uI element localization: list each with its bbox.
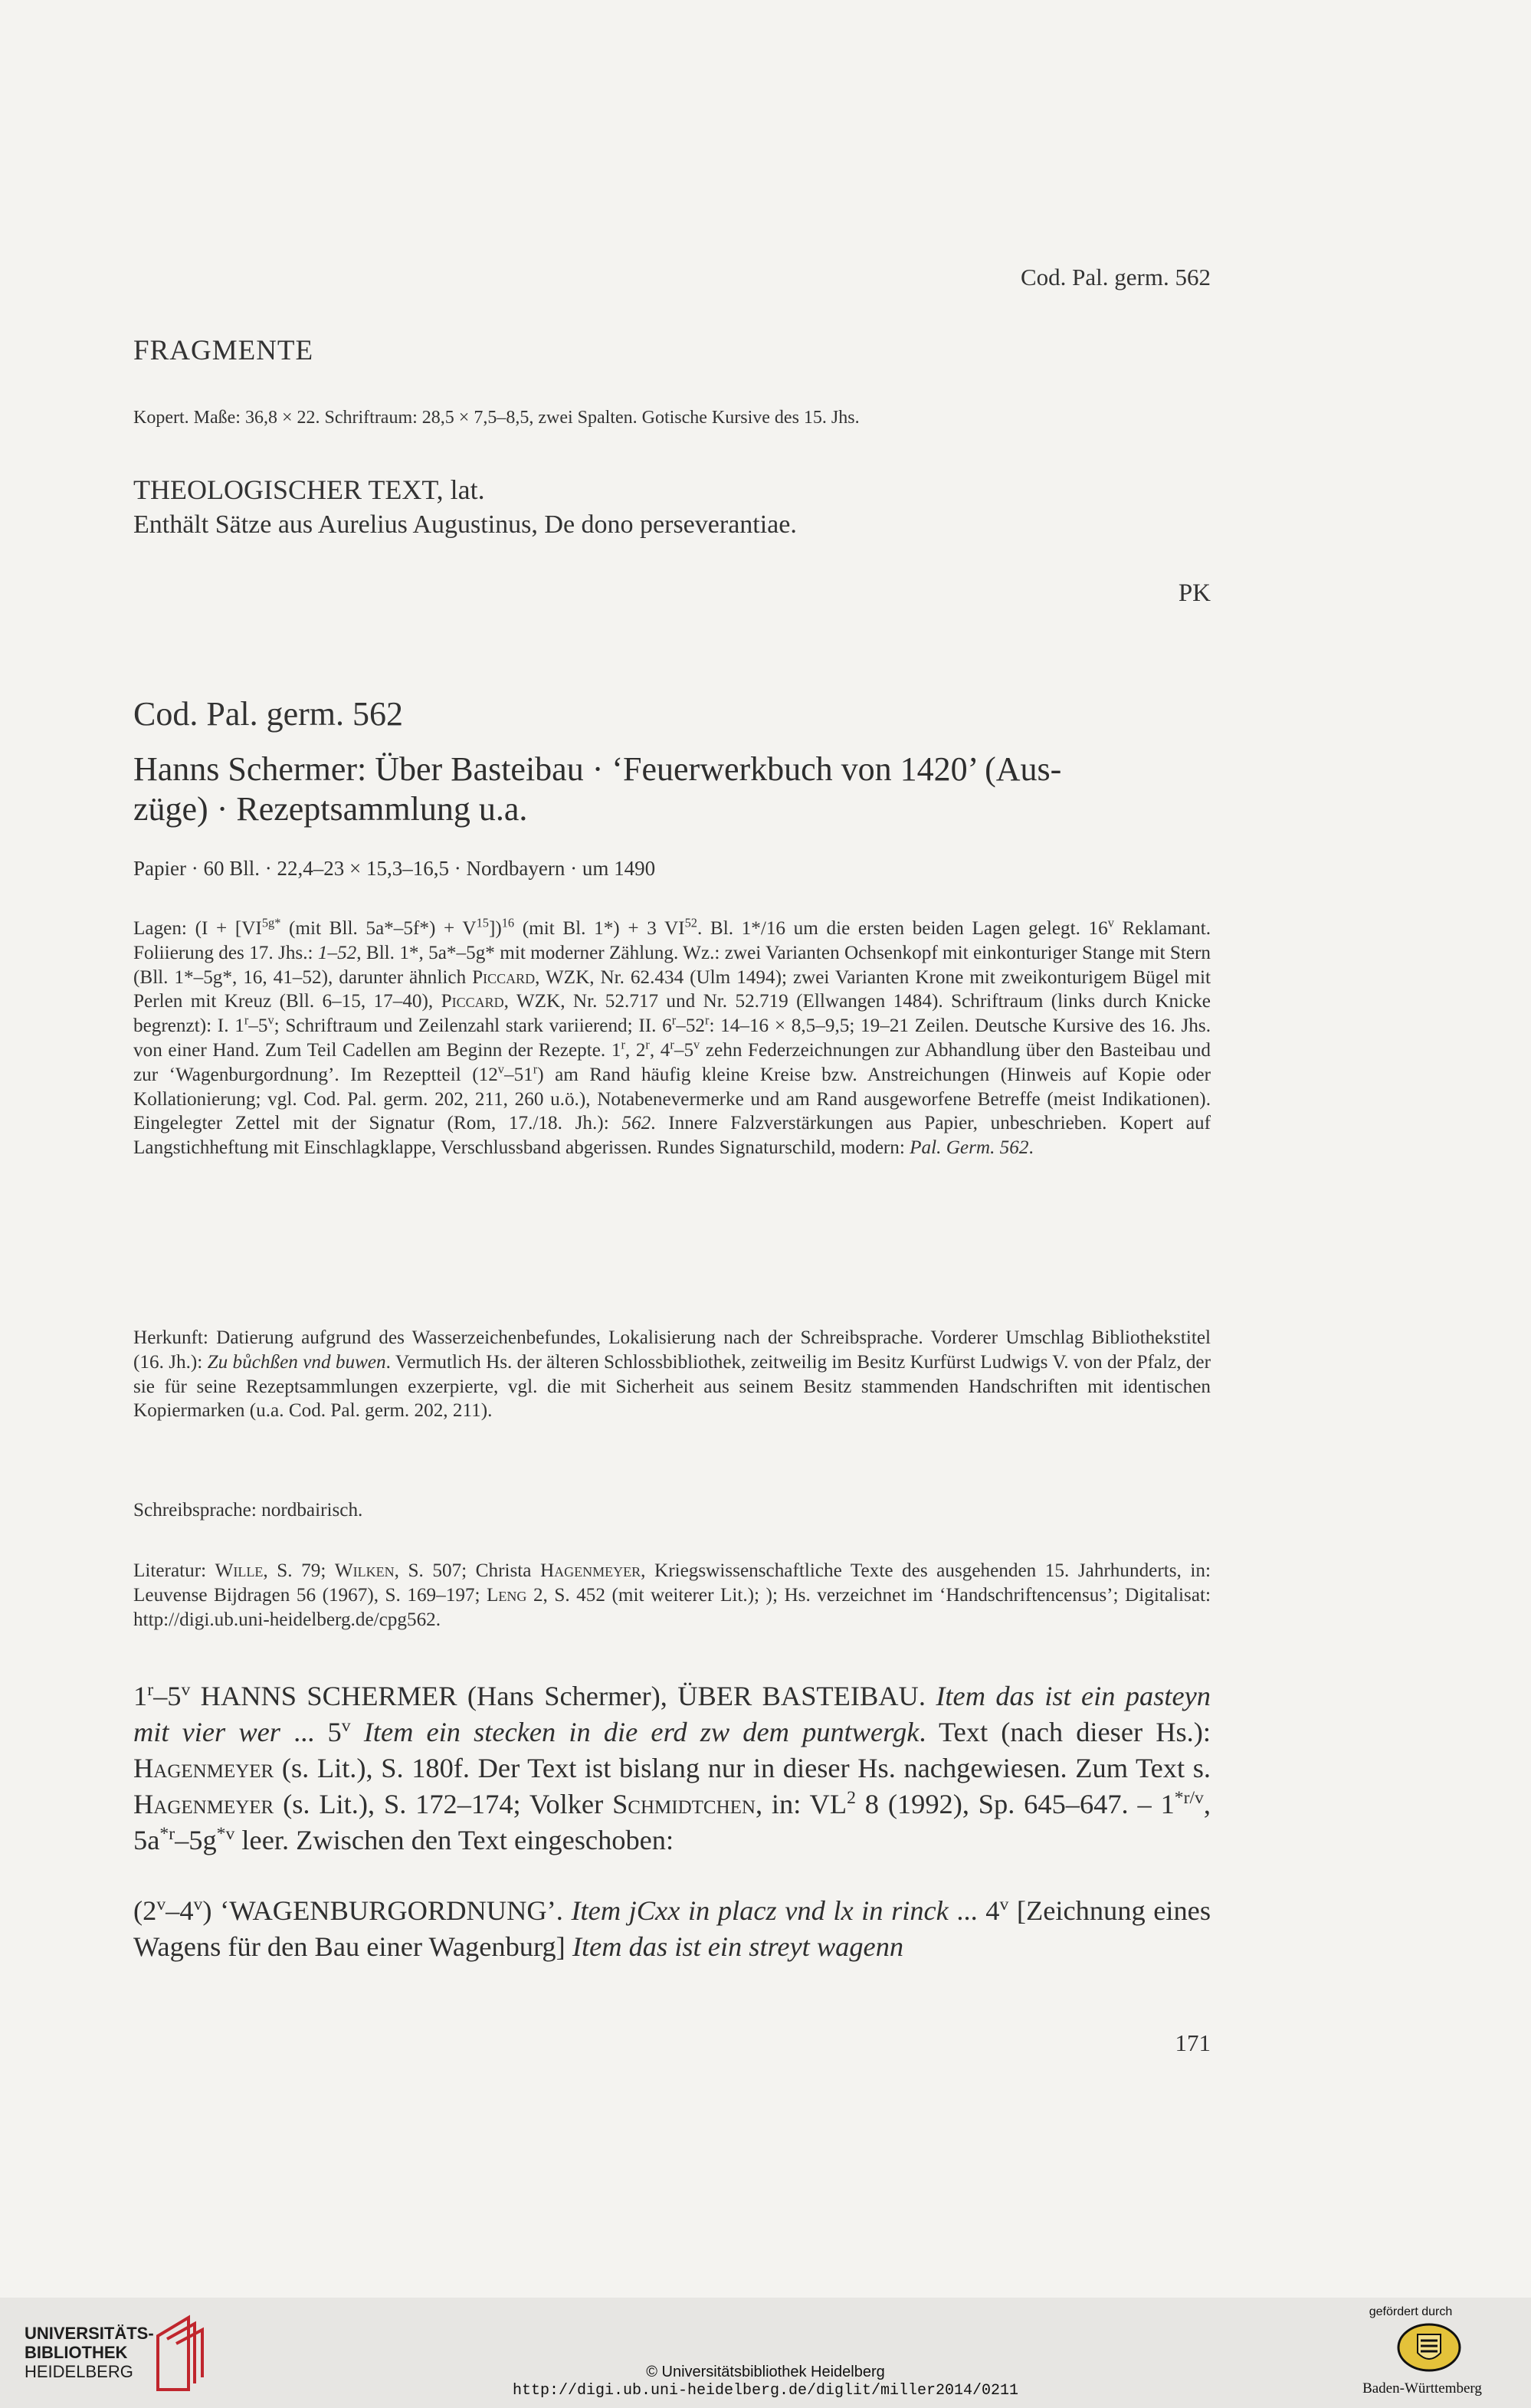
text-item-basteibau: 1$^r$–5$^v$ HANNS SCHERMER (Hans Schermer), ÜBER BASTEIBAU. Item das ist ein pasteyn mit vier wer ... 5$^v$ Item ein stecken in die erd zw dem puntwergk. Text (nach dieser Hs.): Hagenmeyer (s. Lit.), S. 180f. Der Text ist bislang nur in dieser Hs. nachgewiesen. Zum Text s. Hagenmeyer (s. Lit.), S. 172–174; Volker Schmidtchen, in: $VL^2$ 8 (1992), Sp. 645–647. – $1^{*r/v}$, $5a^{*r}-5g^{*v}$ leer. Zwischen den Text eingeschoben: [133,1679,1211,1855]
footer-bar [0,2298,1531,2408]
entry-title-line-1: Hanns Schermer: Über Basteibau · ‘Feuerwerkbuch von 1420’ (Aus- [133,750,1062,788]
entry-title-line-2: züge) · Rezeptsammlung u.a. [133,790,528,828]
page-number: 171 [1175,2029,1211,2056]
running-head: Cod. Pal. germ. 562 [1021,264,1211,290]
library-name-line-2: BIBLIOTHEK [25,2343,128,2362]
lagen-paragraph: Lagen: ($I + [VI^{5g*}$ (mit Bll. $5a*-5f*) + V^{15}])^{16}$ (mit Bl. 1*) + 3 VI$^{52}$. Bl. 1*/16 um die ersten beiden Lagen gelegt. 16$^v$ Reklamant. Foliierung des 17. Jhs.: 1–52, Bll. 1*, 5a*–5g* mit moderner Zählung. Wz.: zwei Varianten Ochsenkopf mit einkonturiger Stange mit Stern (Bll. 1*–5g*, 16, 41–52), darunter ähnlich Piccard, WZK, Nr. 62.434 (Ulm 1494); zwei Varianten Krone mit zweikonturigem Bügel mit Perlen mit Kreuz (Bll. 6–15, 17–40), Piccard, WZK, Nr. 52.717 und Nr. 52.719 (Ellwangen 1484). Schriftraum (links durch Knicke begrenzt): I. 1$^r$–5$^v$; Schriftraum und Zeilenzahl stark variierend; II. 6$^r$–52$^r$: 14–16 × 8,5–9,5; 19–21 Zeilen. Deutsche Kursive des 16. Jhs. von einer Hand. Zum Teil Cadellen am Beginn der Rezepte. 1$^r$, 2$^r$, 4$^r$–5$^v$ zehn Federzeichnungen zur Abhandlung über den Basteibau und zur ‘Wagenburgordnung’. Im Rezeptteil (12$^v$–51$^r$) am Rand häufig kleine Kreise bzw. Anstreichungen (Hinweis auf Kopie oder Kollationierung; vgl. Cod. Pal. germ. 202, 211, 260 u.ö.), Notabenevermerke und am Rand ausgeworfene Betreffe (meist Indikationen). Eingelegter Zettel mit der Signatur (Rom, 17./18. Jh.): 562. Innere Falzverstärkungen aus Papier, unbeschrieben. Kopert auf Langstichheftung mit Einschlagklappe, Verschlussband abgerissen. Rundes Signaturschild, modern: Pal. Germ. 562. [133,915,1211,1159]
source-url-link[interactable]: http://digi.ub.uni-heidelberg.de/diglit/miller2014/0211 [512,2382,1019,2400]
copyright-notice: © Universitätsbibliothek Heidelberg [646,2364,885,2380]
author-initials: PK [1178,579,1211,607]
fragment-description: Kopert. Maße: 36,8 × 22. Schriftraum: 28,5 × 7,5–8,5, zwei Spalten. Gotische Kursive des 15. Jhs. [133,408,860,428]
entry-title [133,750,1211,829]
text-item-wagenburgordnung: (2$^v$–4$^v$) ‘WAGENBURGORDNUNG’. Item jCxx in placz vnd lx in rinck ... 4$^v$ [Zeichnung eines Wagens für den Bau einer Wagenburg] Item das ist ein streyt wagenn [133,1894,1211,1962]
state-coat-of-arms-icon [1395,2321,1464,2374]
entry-shelfmark: Cod. Pal. germ. 562 [133,695,403,733]
schreibsprache-line: Schreibsprache: nordbairisch. [133,1500,363,1521]
library-name-line-1: UNIVERSITÄTS- [25,2324,154,2343]
physical-description: Papier · 60 Bll. · 22,4–23 × 15,3–16,5 · Nordbayern · um 1490 [133,857,656,880]
literatur-paragraph: Literatur: Wille, S. 79; Wilken, S. 507; Christa Hagenmeyer, Kriegswissenschaftliche Texte des ausgehenden 15. Jahrhunderts, in: Leuvense Bijdragen 56 (1967), S. 169–197; Leng 2, S. 452 (mit weiterer Lit.); ); Hs. verzeichnet im ‘Handschriftencensus’; Digitalisat: http://digi.ub.uni-heidelberg.de/cpg562. [133,1560,1211,1630]
theological-text-content: Enthält Sätze aus Aurelius Augustinus, De dono perseverantiae. [133,510,797,539]
funded-by-label: gefördert durch [1369,2305,1453,2318]
library-name-line-3: HEIDELBERG [25,2362,133,2381]
state-name-label: Baden-Württemberg [1362,2380,1482,2397]
herkunft-paragraph: Herkunft: Datierung aufgrund des Wasserzeichenbefundes, Lokalisierung nach der Schreibsprache. Vorderer Umschlag Bibliothekstitel (16. Jh.): Zu bůchßen vnd buwen. Vermutlich Hs. der älteren Schlossbibliothek, zeitweilig im Besitz Kurfürst Ludwigs V. von der Pfalz, der sie für seine Rezeptsammlungen exzerpierte, vgl. die mit Sicherheit aus seinem Besitz stammenden Handschriften mit identischen Kopiermarken (u.a. Cod. Pal. germ. 202, 211). [133,1327,1211,1422]
section-title-fragmente: FRAGMENTE [133,335,314,366]
theological-text-title: THEOLOGISCHER TEXT, lat. [133,474,485,505]
